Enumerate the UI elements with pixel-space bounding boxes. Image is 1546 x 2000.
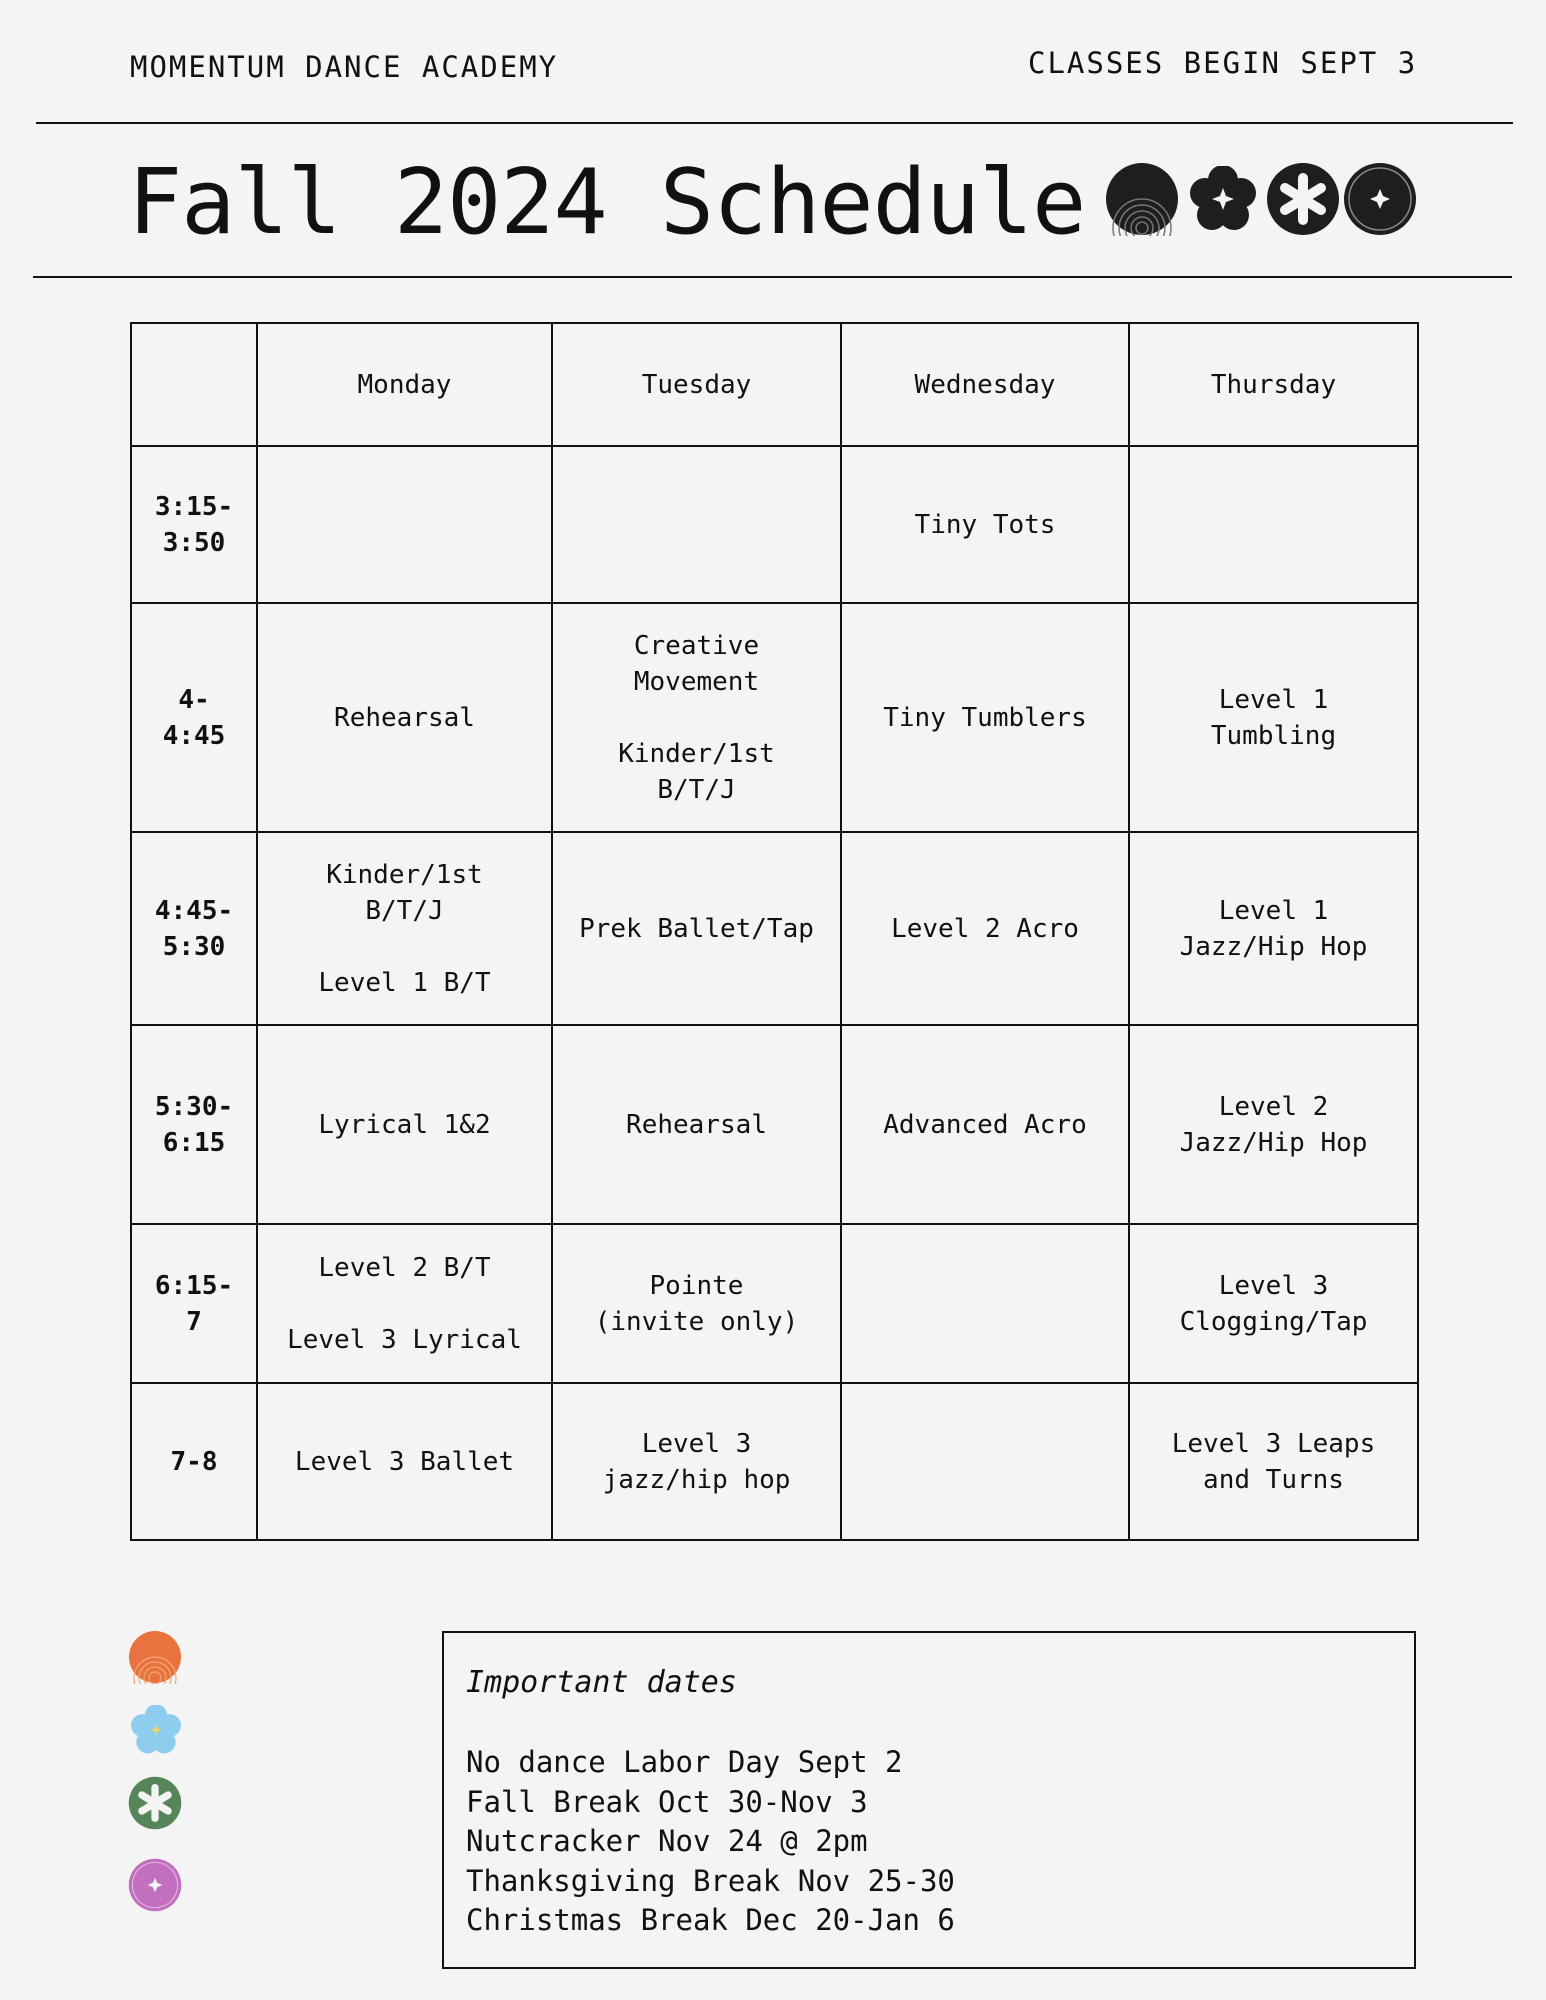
class-cell — [257, 832, 552, 1025]
flower-sparkle-icon — [131, 1705, 181, 1755]
class-name-line: Prek Ballet/Tap — [579, 913, 814, 944]
title-divider — [33, 276, 1512, 278]
class-cell — [552, 1224, 841, 1383]
class-cell — [257, 446, 552, 603]
time-line: 4:45 — [162, 720, 226, 751]
corner-cell — [131, 323, 257, 446]
time-line: 5:30- — [154, 1091, 234, 1122]
time-slot — [131, 603, 257, 832]
class-cell — [841, 446, 1129, 603]
schedule-row — [131, 1025, 1418, 1224]
class-name-line: Level 3 Leaps — [1171, 1428, 1376, 1459]
class-cell — [1129, 832, 1418, 1025]
day-header: Monday — [257, 323, 552, 446]
class-name-line: Level 3 Lyrical — [287, 1324, 522, 1355]
class-name-line: Level 3 — [1218, 1270, 1329, 1301]
schedule-row — [131, 1383, 1418, 1540]
class-cell — [841, 832, 1129, 1025]
important-dates-list — [466, 1743, 1392, 1941]
legend-icons — [128, 1630, 184, 1890]
schedule-row — [131, 832, 1418, 1025]
academy-name: MOMENTUM DANCE ACADEMY — [130, 50, 559, 84]
class-name-line: Creative — [633, 630, 760, 661]
time-slot — [131, 832, 257, 1025]
time-line: 3:50 — [162, 527, 226, 558]
time-line: 6:15 — [162, 1127, 226, 1158]
class-name-line: Kinder/1st — [618, 738, 775, 769]
class-cell — [841, 1224, 1129, 1383]
time-line: 6:15- — [154, 1270, 234, 1301]
sparkle-circle-icon — [128, 1858, 182, 1912]
schedule-row — [131, 603, 1418, 832]
sparkle-circle-icon — [1343, 162, 1417, 236]
date-item: No dance Labor Day Sept 2 — [466, 1745, 903, 1779]
time-slot — [131, 1224, 257, 1383]
class-name-line: Level 1 — [1218, 684, 1329, 715]
class-cell — [257, 1224, 552, 1383]
date-item: Christmas Break Dec 20-Jan 6 — [466, 1903, 955, 1937]
class-cell — [257, 1383, 552, 1540]
class-name-line: and Turns — [1203, 1464, 1344, 1495]
class-cell — [257, 603, 552, 832]
date-item: Thanksgiving Break Nov 25-30 — [466, 1863, 955, 1898]
day-header: Wednesday — [841, 323, 1129, 446]
class-cell — [1129, 1025, 1418, 1224]
header-icons — [1105, 162, 1417, 240]
class-name-line: B/T/J — [657, 774, 736, 805]
day-header: Thursday — [1129, 323, 1418, 446]
class-name-line: Jazz/Hip Hop — [1179, 1127, 1368, 1158]
class-name-line: Tiny Tumblers — [883, 702, 1087, 733]
class-cell — [552, 1383, 841, 1540]
class-name-line: Movement — [633, 666, 760, 697]
class-cell — [1129, 1224, 1418, 1383]
class-name-line: Tiny Tots — [914, 509, 1056, 540]
asterisk-flower-icon — [128, 1776, 182, 1830]
class-cell — [1129, 603, 1418, 832]
top-divider — [36, 122, 1513, 124]
schedule-row — [131, 446, 1418, 603]
schedule-table — [130, 322, 1419, 1541]
class-name-line: Rehearsal — [334, 702, 475, 733]
day-header: Tuesday — [552, 323, 841, 446]
class-cell — [841, 1383, 1129, 1540]
class-name-line: Level 2 — [1218, 1091, 1329, 1122]
flower-sparkle-icon — [1190, 166, 1256, 232]
time-slot — [131, 446, 257, 603]
class-name-line: Level 3 — [641, 1428, 752, 1459]
class-cell — [841, 1025, 1129, 1224]
class-cell — [552, 1025, 841, 1224]
class-name-line: Level 1 B/T — [318, 967, 491, 998]
class-name-line: Pointe — [649, 1270, 744, 1301]
class-cell — [257, 1025, 552, 1224]
class-name-line: Jazz/Hip Hop — [1179, 931, 1368, 962]
cell-spacer — [266, 929, 543, 965]
class-name-line: B/T/J — [365, 895, 444, 926]
page-title: Fall 2024 Schedule — [128, 150, 1086, 255]
class-name-line: Kinder/1st — [326, 859, 483, 890]
class-cell — [1129, 446, 1418, 603]
class-name-line: Level 1 — [1218, 895, 1329, 926]
time-line: 7-8 — [170, 1446, 218, 1477]
class-cell — [841, 603, 1129, 832]
date-item: Nutcracker Nov 24 @ 2pm — [466, 1824, 868, 1858]
class-name-line: Advanced Acro — [883, 1109, 1087, 1140]
asterisk-flower-icon — [1266, 162, 1340, 236]
cell-spacer — [561, 700, 832, 736]
concentric-arch-icon — [128, 1630, 182, 1684]
important-dates-box — [442, 1631, 1416, 1969]
time-line: 4:45- — [154, 895, 234, 926]
class-name-line: Clogging/Tap — [1179, 1306, 1368, 1337]
class-cell — [1129, 1383, 1418, 1540]
class-name-line: Level 2 B/T — [318, 1252, 491, 1283]
class-name-line: (invite only) — [594, 1306, 799, 1337]
schedule-row — [131, 1224, 1418, 1383]
time-slot — [131, 1025, 257, 1224]
concentric-arch-icon — [1105, 162, 1179, 236]
class-cell — [552, 603, 841, 832]
date-item: Fall Break Oct 30-Nov 3 — [466, 1784, 868, 1819]
class-cell — [552, 832, 841, 1025]
cell-spacer — [266, 1286, 543, 1322]
classes-begin-note: CLASSES BEGIN SEPT 3 — [1028, 46, 1418, 80]
time-line: 3:15- — [154, 491, 234, 522]
class-name-line: Rehearsal — [626, 1109, 767, 1140]
header-row — [131, 323, 1418, 446]
class-cell — [552, 446, 841, 603]
time-slot — [131, 1383, 257, 1540]
time-line: 7 — [186, 1306, 202, 1337]
class-name-line: Lyrical 1&2 — [318, 1109, 491, 1140]
important-dates-title: Important dates — [466, 1665, 737, 1700]
class-name-line: jazz/hip hop — [602, 1464, 791, 1495]
class-name-line: Level 2 Acro — [891, 913, 1079, 944]
time-line: 4- — [178, 684, 210, 715]
class-name-line: Level 3 Ballet — [294, 1446, 515, 1477]
time-line: 5:30 — [162, 931, 226, 962]
class-name-line: Tumbling — [1210, 720, 1337, 751]
